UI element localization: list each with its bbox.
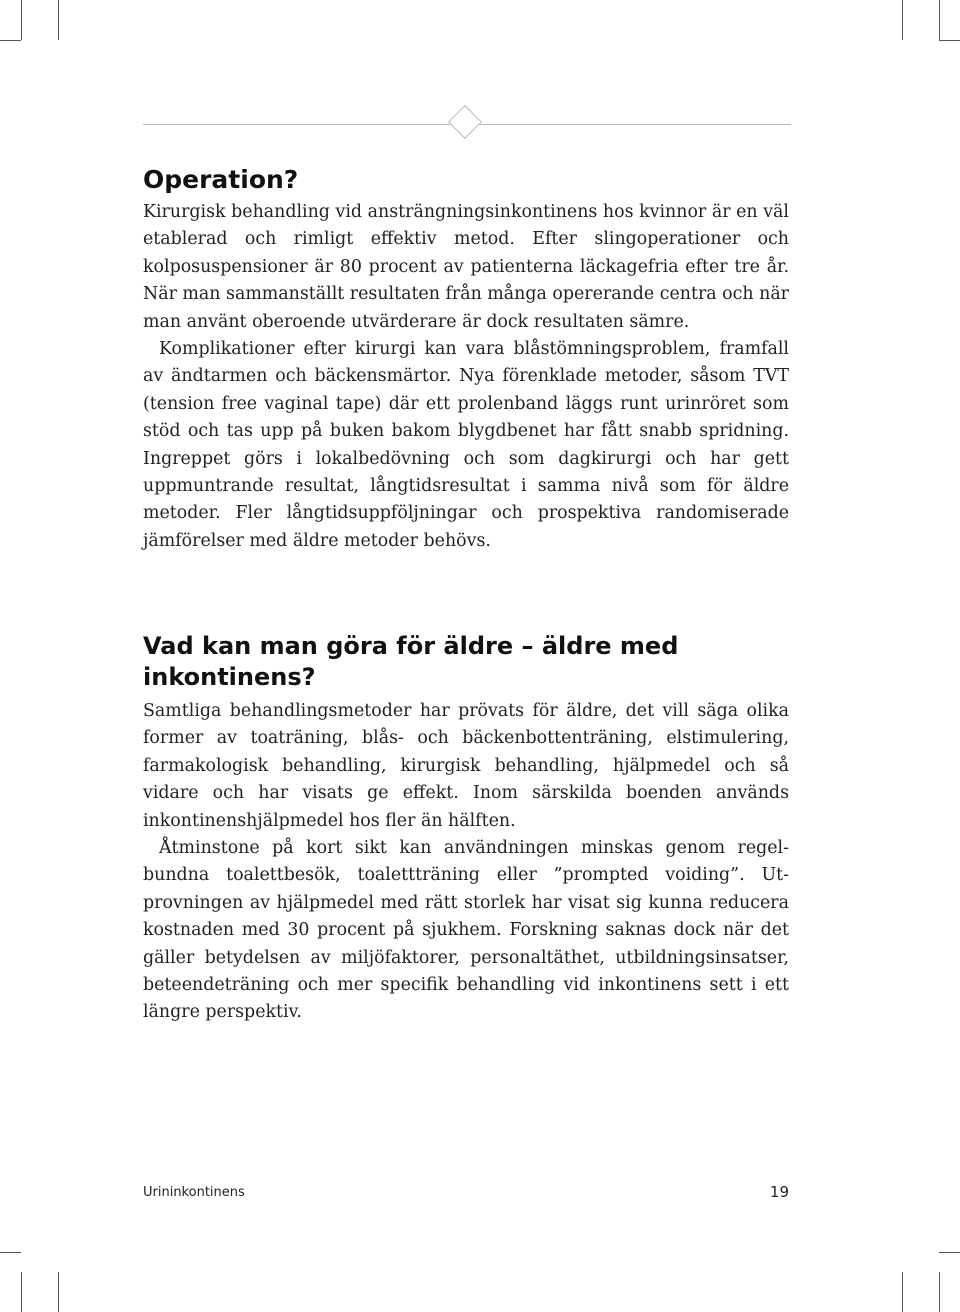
section-elderly xyxy=(143,631,789,1027)
body-paragraph: Samtliga behandlingsmetoder har prövats för äldre, det vill säga olika former av toaträning, blås- och bäckenbottenträning, elstimulering, farmakologisk behandling, kirurgisk behandling, hjälpmedel och så vidare och har visats ge effekt. Inom särskilda boenden används inkontinenshjälpmedel hos fler än hälften. xyxy=(143,701,789,831)
section-heading: Operation? xyxy=(143,165,299,194)
crop-mark xyxy=(939,40,960,41)
crop-mark xyxy=(902,0,903,40)
crop-mark xyxy=(902,1272,903,1312)
section-operation xyxy=(143,165,789,555)
crop-mark xyxy=(939,0,940,40)
diamond-ornament xyxy=(448,105,482,139)
crop-mark xyxy=(58,0,59,40)
crop-mark xyxy=(58,1272,59,1312)
section-heading: Vad kan man göra för äldre – äldre med inkontinens? xyxy=(143,632,679,691)
body-paragraph: Åtminstone på kort sikt kan användningen minskas genom regelbundna toalettbesök, toalettträning eller ”prompted voiding”. Utprovningen av hjälpmedel med rätt storlek har visat sig kunna reducera kostnaden med 30 procent på sjukhem. Forskning saknas dock när det gäller betydelsen av miljöfaktorer, personaltäthet, utbildningsinsatser, beteendeträning och mer specifik behandling vid inkontinens sett i ett längre perspektiv. xyxy=(143,838,789,1023)
body-paragraph: Komplikationer efter kirurgi kan vara blåstömningsproblem, framfall av ändtarmen och bäckensmärtor. Nya förenklade metoder, såsom TVT (tension free vaginal tape) där ett prolenband läggs runt urinröret som stöd och tas upp på buken bakom blygdbenet har fått snabb spridning. Ingreppet görs i lokalbedövning och som dagkirurgi och har gett uppmuntrande resultat, långtidsresultat i samma nivå som för äldre metoder. Fler långtidsuppföljningar och prospektiva randomiserade jämförelser med äldre metoder behövs. xyxy=(143,339,789,551)
crop-mark xyxy=(0,40,21,41)
page-number: 19 xyxy=(769,1183,789,1201)
running-title: Urininkontinens xyxy=(143,1185,245,1200)
crop-mark xyxy=(939,1252,960,1253)
crop-mark xyxy=(21,1272,22,1312)
crop-mark xyxy=(0,1252,21,1253)
body-paragraph: Kirurgisk behandling vid ansträngningsinkontinens hos kvinnor är en väl etablerad och rimligt effektiv metod. Efter slingoperationer och kolposuspensioner är 80 procent av patienterna läckagefria efter tre år. När man sammanställt resultaten från många opererande centra och när man använt oberoende utvärderare är dock resultaten sämre. xyxy=(143,202,789,332)
crop-mark xyxy=(939,1272,940,1312)
crop-mark xyxy=(21,0,22,40)
